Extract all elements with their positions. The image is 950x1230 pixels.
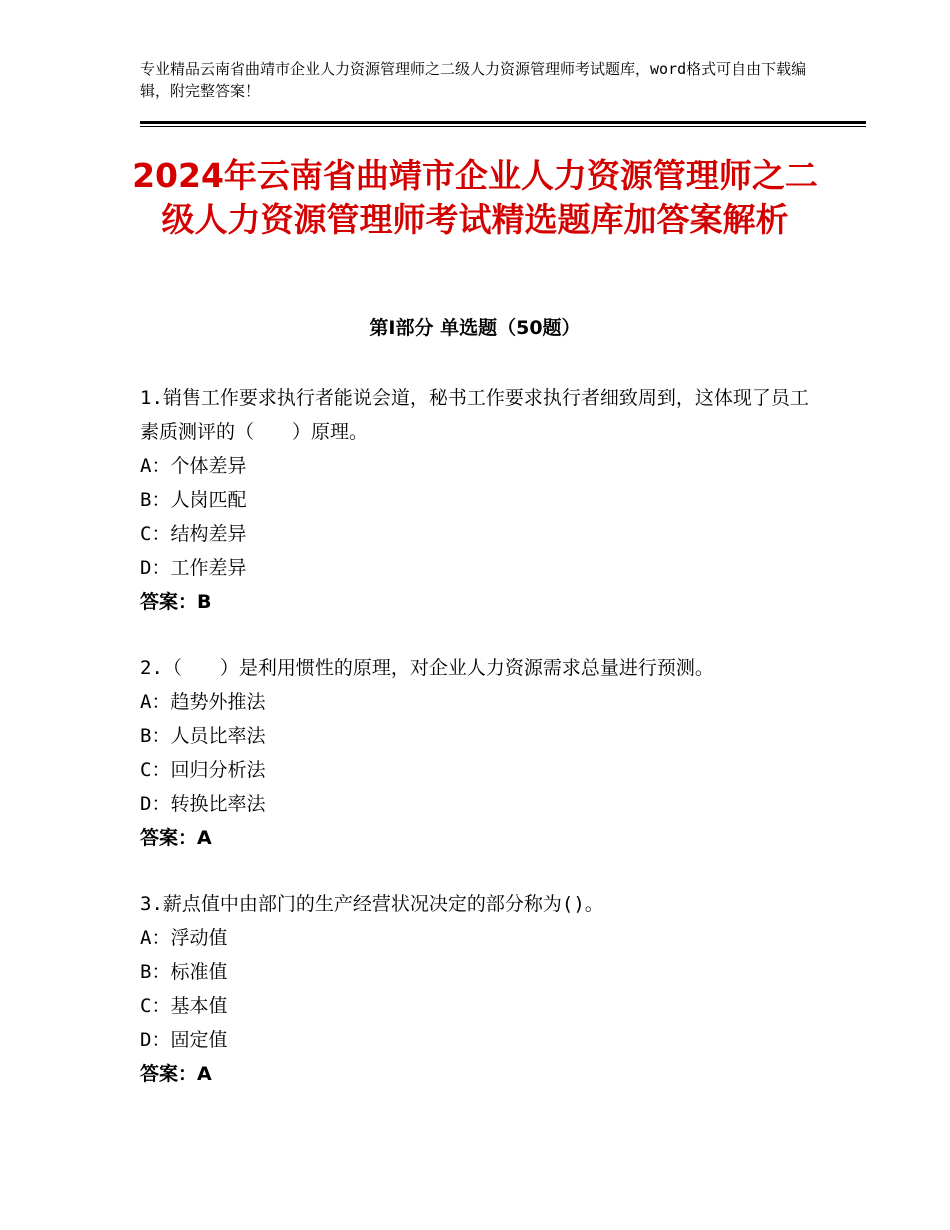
document-title: 2024年云南省曲靖市企业人力资源管理师之二级人力资源管理师考试精选题库加答案解析 (132, 156, 818, 239)
question-stem: 2.（ ）是利用惯性的原理，对企业人力资源需求总量进行预测。 (140, 657, 714, 679)
section-title: 第Ⅰ部分 单选题（50题） (369, 317, 581, 339)
option-b: B：人员比率法 (140, 725, 266, 747)
option-a: A：浮动值 (140, 927, 228, 949)
option-d: D：工作差异 (140, 557, 247, 579)
header-note: 专业精品云南省曲靖市企业人力资源管理师之二级人力资源管理师考试题库，word格式可自由下载编辑，附完整答案！ (140, 60, 807, 100)
answer: 答案：A (140, 1063, 212, 1085)
question-stem: 3.薪点值中由部门的生产经营状况决定的部分称为()。 (140, 893, 604, 915)
option-b: B：人岗匹配 (140, 489, 247, 511)
option-a: A：趋势外推法 (140, 691, 266, 713)
question-stem: 1.销售工作要求执行者能说会道，秘书工作要求执行者细致周到，这体现了员工素质测评的（ ）原理。 (140, 387, 809, 443)
option-d: D：固定值 (140, 1029, 228, 1051)
question-3 (140, 887, 820, 1091)
answer: 答案：A (140, 827, 212, 849)
question-1 (140, 381, 820, 619)
option-a: A：个体差异 (140, 455, 247, 477)
question-list (140, 381, 820, 1123)
answer: 答案：B (140, 591, 212, 613)
option-c: C：基本值 (140, 995, 228, 1017)
header-rule-thick (140, 121, 866, 124)
option-d: D：转换比率法 (140, 793, 266, 815)
option-c: C：结构差异 (140, 523, 247, 545)
option-c: C：回归分析法 (140, 759, 266, 781)
option-b: B：标准值 (140, 961, 228, 983)
question-2 (140, 651, 820, 855)
header-rule-thin (140, 126, 866, 127)
